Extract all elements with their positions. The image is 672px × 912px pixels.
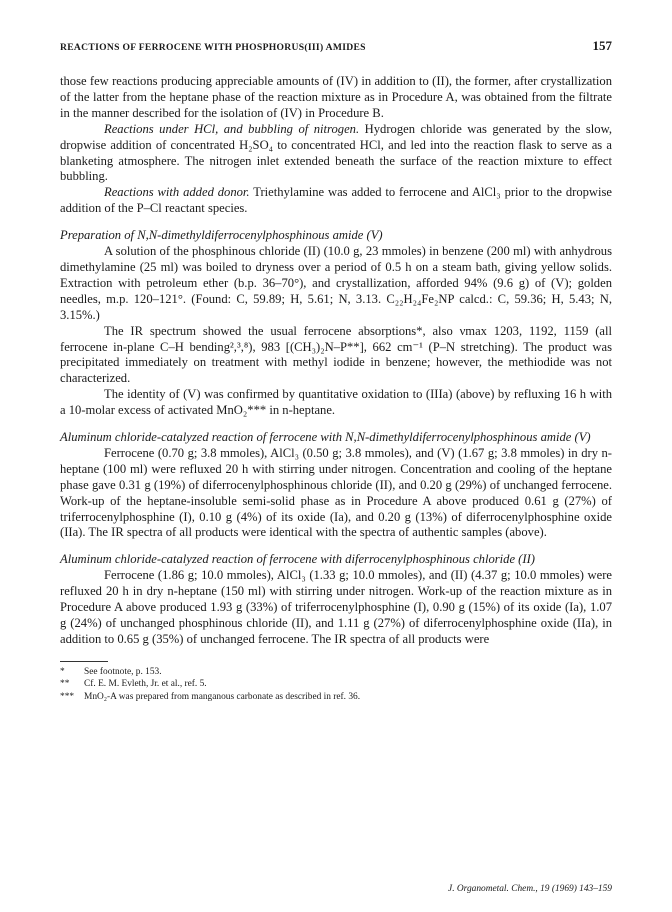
- running-title: REACTIONS OF FERROCENE WITH PHOSPHORUS(III) AMIDES: [60, 42, 366, 53]
- paragraph-donor: [60, 185, 612, 217]
- running-header: [60, 38, 612, 60]
- journal-citation: J. Organometal. Chem., 19 (1969) 143–159: [448, 884, 612, 894]
- paragraph-preparation: A solution of the phosphinous chloride (II) (10.0 g, 23 mmoles) in benzene (200 ml) with anhydrous dimethylamine (25 ml) was boiled to dryness over a period of 0.5 h on a steam bath, giving yellow solids. Extraction with petroleum ether (b.p. 36–70°), and crystallization, afforded 94% (9.6 g) of (V); golden needles, m.p. 120–121°. (Found: C, 59.89; H, 5.61; N, 3.13. C₂₂H₂₄Fe₂NP calcd.: C, 59.36; H, 5.43; N, 3.15%.): [60, 244, 612, 322]
- section-heading-reaction-v: Aluminum chloride-catalyzed reaction of ferrocene with N,N-dimethyldiferrocenylphosphinous amide (V): [60, 430, 591, 445]
- footnote-rule: [60, 661, 108, 662]
- section-heading-preparation: Preparation of N,N-dimethyldiferrocenylphosphinous amide (V): [60, 228, 383, 243]
- page-number: 157: [592, 38, 612, 53]
- footnote: ** Cf. E. M. Evleth, Jr. et al., ref. 5.: [60, 679, 207, 690]
- footnote: *** MnO₂-A was prepared from manganous carbonate as described in ref. 36.: [60, 692, 361, 702]
- footnote: * See footnote, p. 153.: [60, 666, 162, 677]
- paragraph-ir-spectrum: The IR spectrum showed the usual ferrocene absorptions*, also νmax 1203, 1192, 1159 (all ferrocene in-plane C–H bending²,³,⁸), 983 [(CH₃)₂N–P**], 662 cm⁻¹ (P–N stretching). The product was precipitated immediately on treatment with methyl iodide in benzene; however, the methiodide was not characterized.: [60, 323, 612, 386]
- paragraph-continuation: those few reactions producing appreciable amounts of (IV) in addition to (II), the former, after crystallization of the latter from the heptane phase of the reaction mixture as in Procedure A, was obtained from the filtrate in the manner described for the isolation of (IV) in Procedure B.: [60, 74, 612, 120]
- paragraph-reaction-ii: Ferrocene (1.86 g; 10.0 mmoles), AlCl₃ (1.33 g; 10.0 mmoles), and (II) (4.37 g; 10.0 mmoles) were refluxed 20 h in dry n-heptane (150 ml) with stirring under nitrogen. Work-up of the reaction mixture as in Procedure A above produced 1.93 g (33%) of triferrocenylphosphine (I), 0.90 g (15%) of its oxide (Ia), 1.07 g (24%) of unchanged phosphinous chloride (II), and 1.11 g (27%) of diferrocenylphosphine oxide (IIa), in addition to 0.65 g (35%) of unchanged ferrocene. The IR spectra of all products were: [60, 568, 612, 646]
- section-heading-reaction-ii: Aluminum chloride-catalyzed reaction of ferrocene with diferrocenylphosphinous chloride (II): [60, 552, 535, 567]
- paragraph-identity: The identity of (V) was confirmed by quantitative oxidation to (IIIa) (above) by refluxing 16 h with a 10-molar excess of activated MnO₂*** in n-heptane.: [60, 387, 612, 418]
- paragraph-hcl-body: Hydrogen chloride was generated by the slow, dropwise addition of concentrated H₂SO₄ to concentrated HCl, and led into the reaction flask to serve as a blanketing atmosphere. The nitrogen inlet extended beneath the surface of the reaction mixture to effect bubbling.: [60, 121, 613, 184]
- paragraph-donor-lead: Reactions with added donor.: [104, 185, 250, 200]
- paragraph-hcl: [60, 122, 612, 186]
- page: [60, 38, 613, 894]
- paragraph-donor-body: Triethylamine was added to ferrocene and AlCl₃ prior to the dropwise addition of the P–Cl reactant species.: [60, 185, 612, 216]
- paragraph-hcl-lead: Reactions under HCl, and bubbling of nitrogen.: [104, 121, 360, 136]
- paragraph-reaction-v: Ferrocene (0.70 g; 3.8 mmoles), AlCl₃ (0.50 g; 3.8 mmoles), and (V) (1.67 g; 3.8 mmoles) in dry n-heptane (100 ml) were refluxed 20 h with stirring under nitrogen. Concentration and cooling of the heptane phase gave 0.31 g (19%) of diferrocenylphosphinous chloride (II), and 0.20 g (29%) of unchanged ferrocene. Work-up of the heptane-insoluble semi-solid phase as in Procedure A above produced 0.61 g (27%) of triferrocenylphosphine (I), 0.10 g (4%) of its oxide (Ia), and 0.20 g (13%) of diferrocenylphosphine oxide (IIa). The IR spectra of all products were identical with the spectra of authentic samples (above).: [60, 445, 612, 540]
